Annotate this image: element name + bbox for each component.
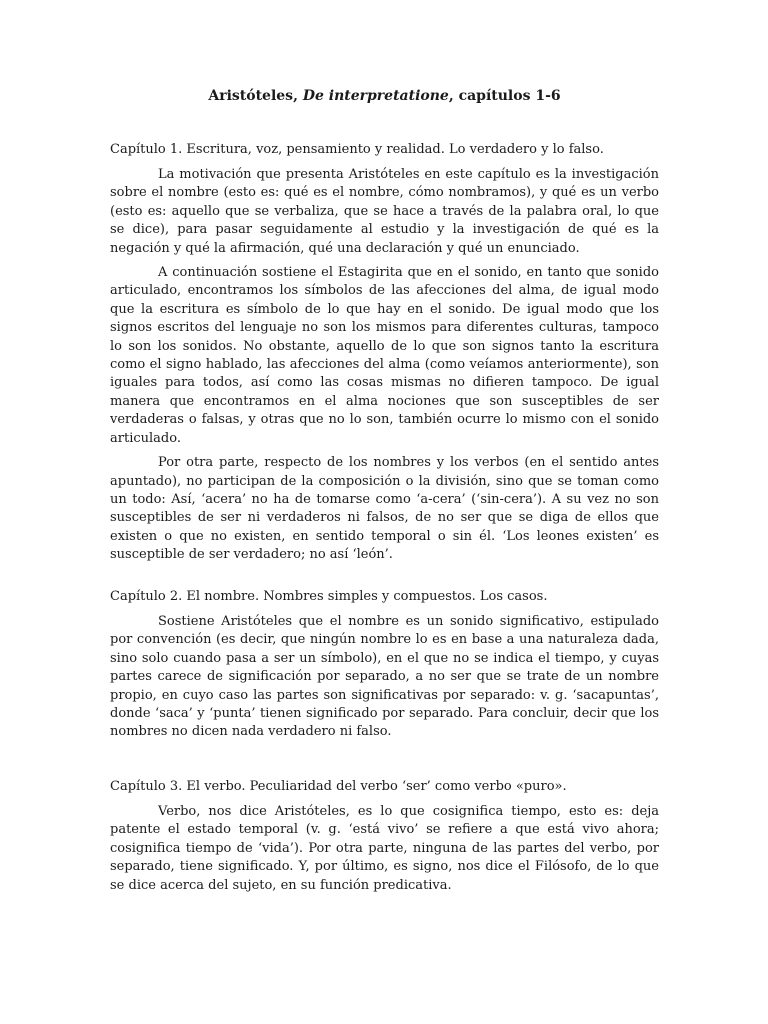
chapter-heading: Capítulo 2. El nombre. Nombres simples y compuestos. Los casos.: [110, 589, 548, 604]
paragraph: Verbo, nos dice Aristóteles, es lo que cosignifica tiempo, esto es: deja patente el estado temporal (v. g. ‘está vivo’ se refiere a que está vivo ahora; cosignifica tiempo de ‘vida’). Por otra parte, ninguna de las partes del verbo, por separado, tiene significado. Y, por último, es signo, nos dice el Filósofo, de lo que se dice acerca del sujeto, en su función predicativa.: [110, 804, 659, 893]
paragraph: Sostiene Aristóteles que el nombre es un sonido significativo, estipulado por convención (es decir, que ningún nombre lo es en base a una naturaleza dada, sino solo cuando pasa a ser un símbolo), en el que no se indica el tiempo, y cuyas partes carece de significación por separado, a no ser que se trate de un nombre propio, en cuyo caso las partes son significativas por separado: v. g. ‘sacapuntas’, donde ‘saca’ y ‘punta’ tienen significado por separado. Para concluir, decir que los nombres no dicen nada verdadero ni falso.: [110, 614, 659, 740]
paragraph: La motivación que presenta Aristóteles en este capítulo es la investigación sobre el nombre (esto es: qué es el nombre, cómo nombramos), y qué es un verbo (esto es: aquello que se verbaliza, que se hace a través de la palabra oral, lo que se dice), para pasar seguidamente al estudio y la investigación de qué es la negación y qué la afirmación, qué una declaración y qué un enunciado.: [110, 167, 659, 256]
paragraph: A continuación sostiene el Estagirita que en el sonido, en tanto que sonido articulado, encontramos los símbolos de las afecciones del alma, de igual modo que la escritura es símbolo de lo que hay en el sonido. De igual modo que los signos escritos del lenguaje no son los mismos para diferentes culturas, tampoco lo son los sonidos. No obstante, aquello de lo que son signos tanto la escritura como el signo hablado, las afecciones del alma (como veíamos anteriormente), son iguales para todos, así como las cosas mismas no difieren tampoco. De igual manera que encontramos en el alma nociones que son susceptibles de ser verdaderas o falsas, y otras que no lo son, también ocurre lo mismo con el sonido articulado.: [110, 265, 659, 446]
title-rest: , capítulos 1-6: [448, 88, 561, 104]
chapter-1: [110, 140, 659, 565]
chapter-heading: Capítulo 1. Escritura, voz, pensamiento y realidad. Lo verdadero y lo falso.: [110, 142, 604, 157]
title-author: Aristóteles,: [208, 88, 298, 104]
document-page: [110, 0, 659, 1024]
document-title: [110, 86, 659, 106]
paragraph: Por otra parte, respecto de los nombres y los verbos (en el sentido antes apuntado), no participan de la composición o la división, sino que se toman como un todo: Así, ‘acera’ no ha de tomarse como ‘a-cera’ (‘sin-cera’). A su vez no son susceptibles de ser ni verdaderos ni falsos, de no ser que se diga de ellos que existen o que no existen, en sentido temporal o sin él. ‘Los leones existen’ es susceptible de ser verdadero; no así ‘león’.: [110, 455, 659, 563]
chapter-heading: Capítulo 3. El verbo. Peculiaridad del verbo ‘ser’ como verbo «puro».: [110, 779, 567, 794]
chapter-3: [110, 777, 659, 895]
chapter-2: [110, 587, 659, 742]
title-work: De interpretatione: [302, 88, 449, 104]
